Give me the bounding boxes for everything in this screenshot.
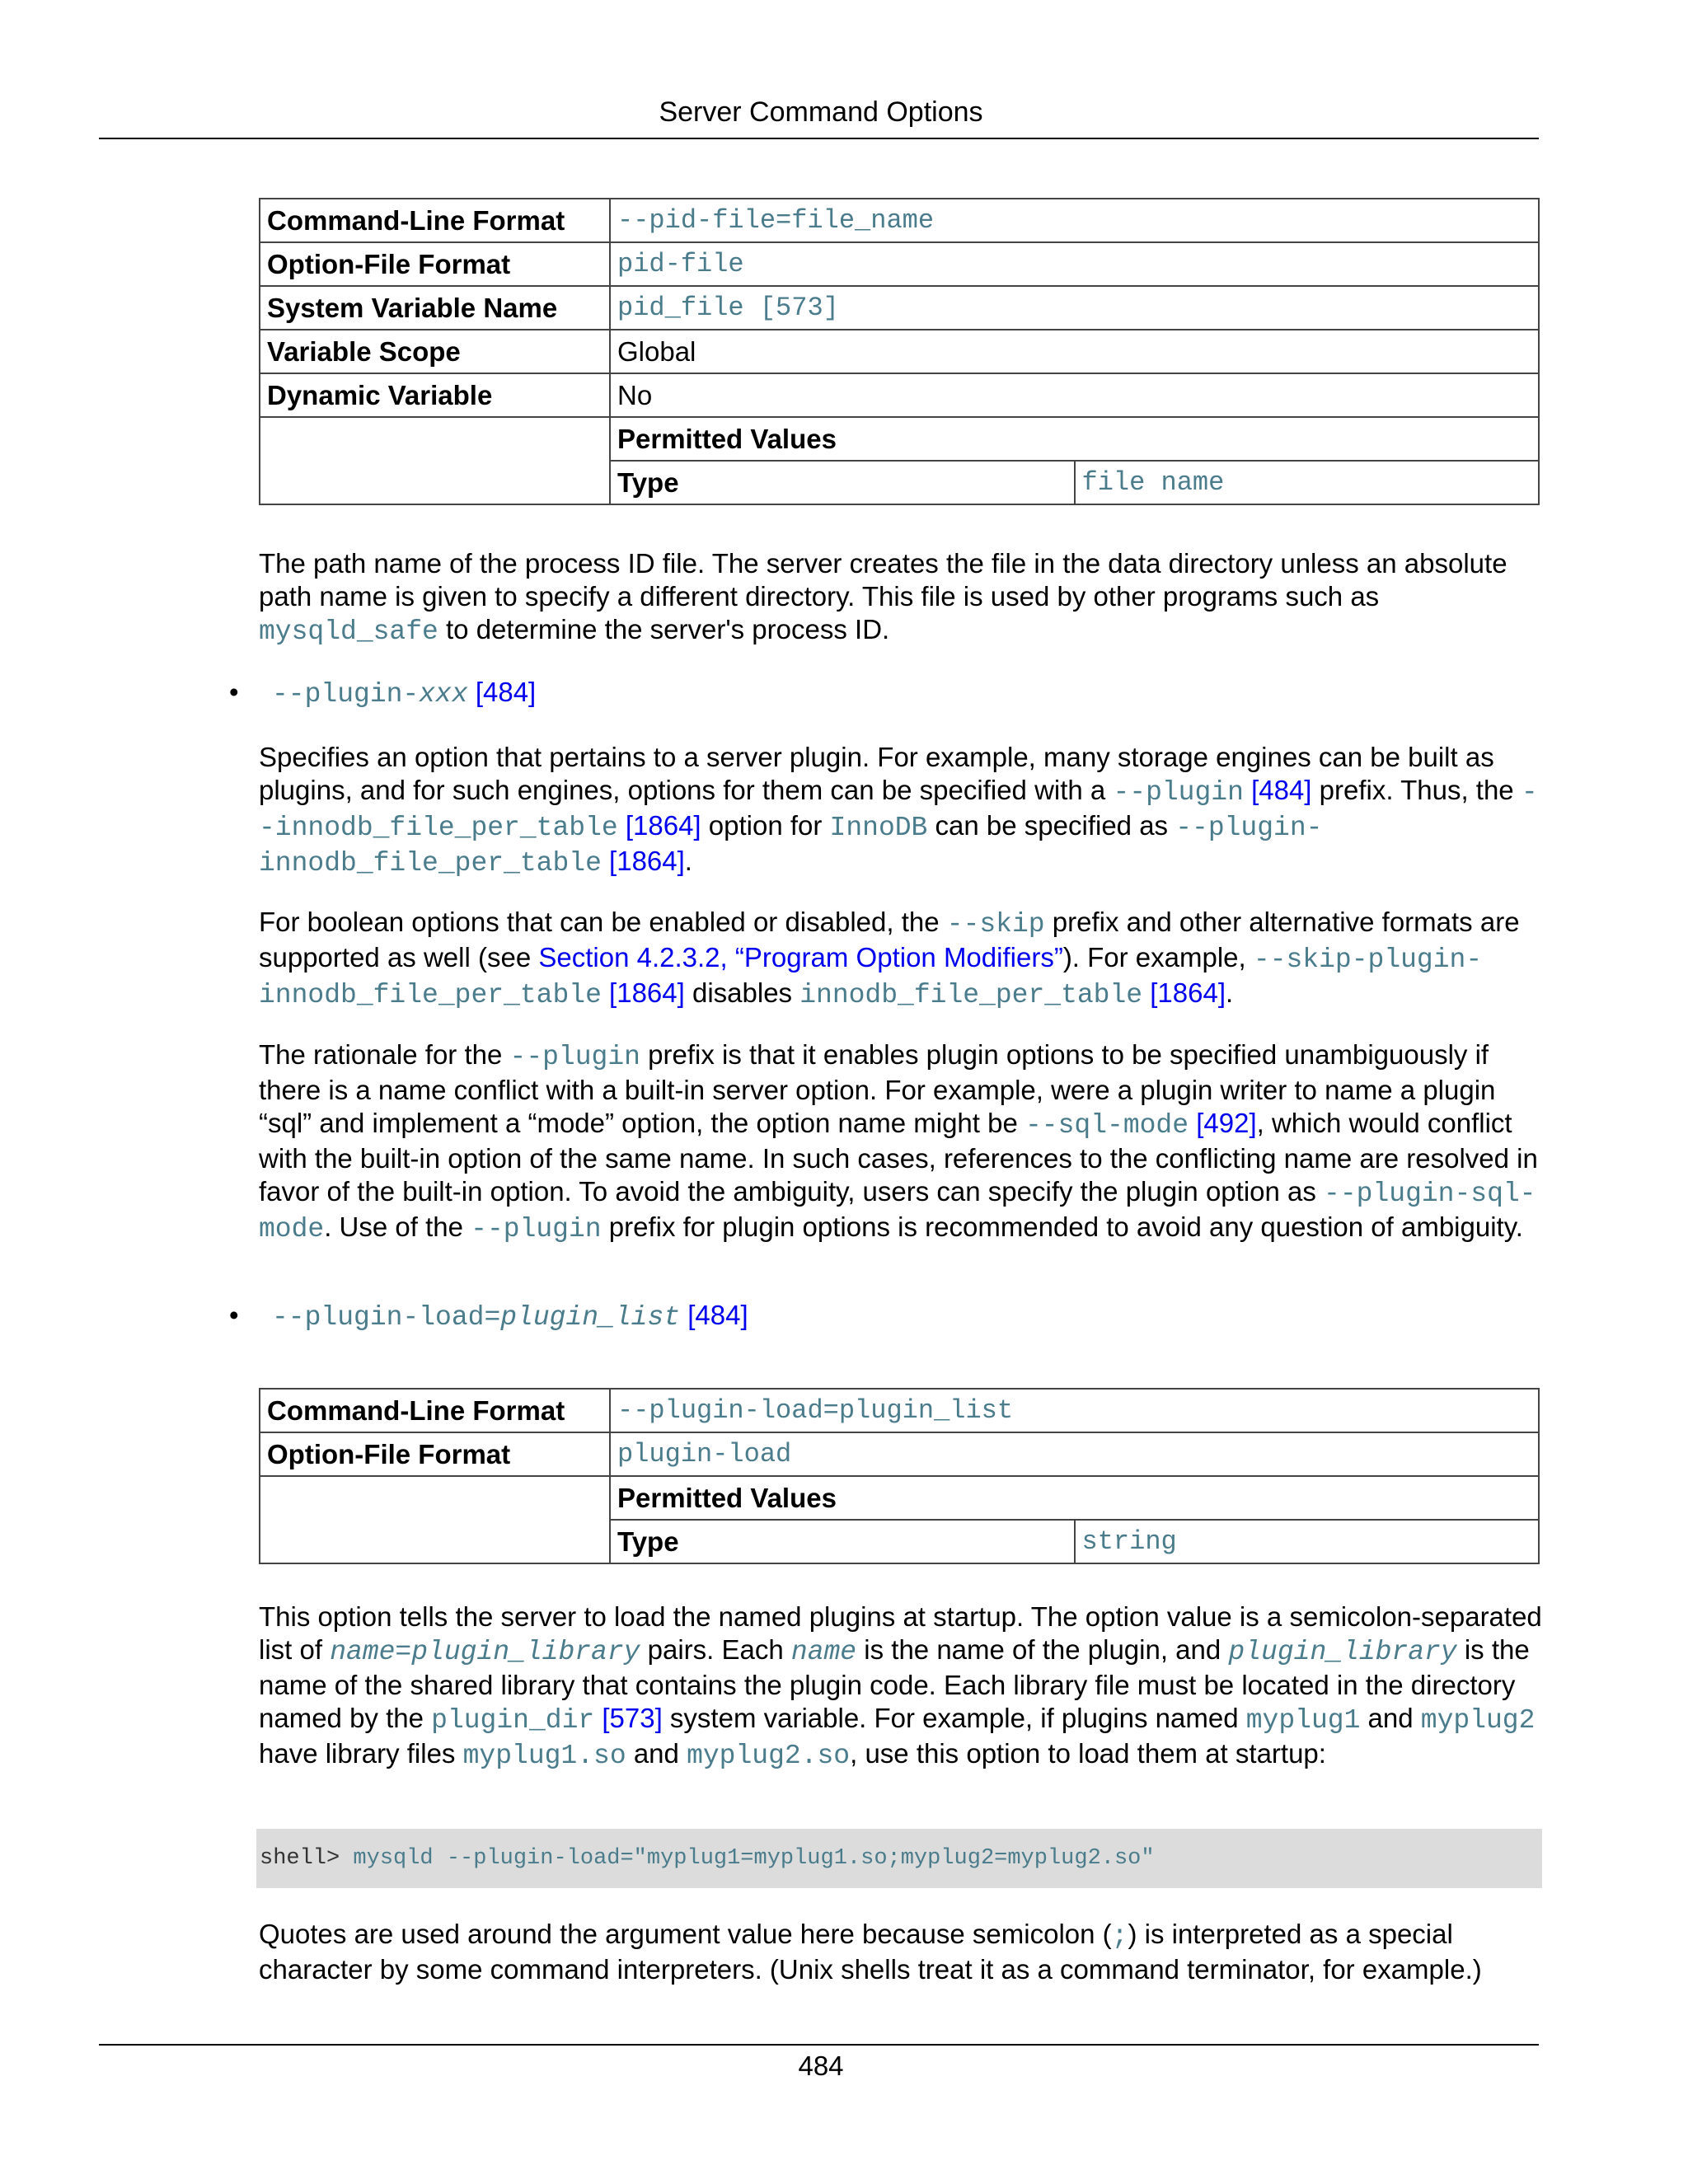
plugin-load-options-table: [259, 1388, 1540, 1564]
permitted-values-cell: [610, 417, 1539, 504]
plugin-xxx-description: Specifies an option that pertains to a server plugin. For example, many storage engines can be built as plugins, and for such engines, options for them can be specified with a --plugin [484] prefix. Thus, the --innodb_file_per_table [1864] option for InnoDB can be specified as --plugin-innodb_file_per_table [1864].: [259, 742, 1538, 879]
shell-prompt: shell>: [260, 1846, 354, 1871]
dynamic-variable-label: Dynamic Variable: [260, 373, 610, 417]
permitted-values-label: Permitted Values: [611, 1477, 1538, 1520]
permitted-values-cell: [610, 1476, 1539, 1563]
plugin-xxx-ref[interactable]: [484]: [475, 677, 537, 707]
cmdline-format-label: Command-Line Format: [260, 199, 610, 242]
empty-label-cell: [260, 1476, 610, 1563]
shell-command: mysqld --plugin-load="myplug1=myplug1.so;myplug2=myplug2.so": [353, 1846, 1155, 1871]
pid-file-description: The path name of the process ID file. The server creates the file in the data directory unless an absolute path name is given to specify a different directory. This file is used by other programs such as mysqld_safe to determine the server's process ID.: [259, 548, 1507, 647]
boolean-options-paragraph: For boolean options that can be enabled or disabled, the --skip prefix and other alternative formats are supported as well (see Section 4.2.3.2, “Program Option Modifiers”). For example, --skip-plugin-innodb_file_per_table [1864] disables innodb_file_per_table [1864].: [259, 907, 1520, 1010]
plugin-prefix-rationale: The rationale for the --plugin prefix is that it enables plugin options to be specified unambiguously if there is a name conflict with a built-in server option. For example, were a plugin writer to name a plugin “sql” and implement a “mode” option, the option name might be --sql-mode [492], which would conflict with the built-in option of the same name. In such cases, references to the conflicting name are resolved in favor of the built-in option. To avoid the ambiguity, users can specify the plugin option as --plugin-sql-mode. Use of the --plugin prefix for plugin options is recommended to avoid any question of ambiguity.: [259, 1039, 1538, 1244]
type-value: string: [1081, 1526, 1177, 1557]
bullet-dot: •: [229, 677, 239, 707]
program-option-modifiers-link[interactable]: Section 4.2.3.2, “Program Option Modifiers”: [538, 942, 1063, 972]
variable-scope-label: Variable Scope: [260, 330, 610, 373]
cmdline-format-label: Command-Line Format: [260, 1389, 610, 1432]
footer-rule: [99, 2044, 1539, 2046]
cmdline-format-value: --pid-file=file_name: [610, 199, 1539, 242]
type-value: file name: [1081, 466, 1225, 498]
type-label: Type: [611, 461, 1075, 504]
quotes-explanation: Quotes are used around the argument value here because semicolon (;) is interpreted as a special character by some command interpreters. (Unix shells treat it as a command terminator, for example.): [259, 1919, 1482, 1985]
permitted-values-label: Permitted Values: [611, 418, 1538, 461]
option-file-format-label: Option-File Format: [260, 1432, 610, 1476]
type-label: Type: [611, 1520, 1075, 1563]
plugin-load-option-heading[interactable]: --plugin-load=plugin_list [484]: [272, 1300, 748, 1333]
dynamic-variable-value: No: [610, 373, 1539, 417]
cmdline-format-value: --plugin-load=plugin_list: [610, 1389, 1539, 1432]
system-variable-name-label: System Variable Name: [260, 286, 610, 330]
option-file-format-value: plugin-load: [610, 1432, 1539, 1476]
plugin-xxx-option-heading[interactable]: --plugin-xxx [484]: [272, 677, 537, 710]
system-variable-name-value[interactable]: pid_file [573]: [610, 286, 1539, 330]
plugin-load-description: This option tells the server to load the named plugins at startup. The option value is a semicolon-separated list of name=plugin_library pairs. Each name is the name of the plugin, and plugin_library is the name of the shared library that contains the plugin code. Each library file must be located in the directory named by the plugin_dir [573] system variable. For example, if plugins named myplug1 and myplug2 have library files myplug1.so and myplug2.so, use this option to load them at startup:: [259, 1601, 1542, 1771]
page-number: 484: [798, 2050, 844, 2081]
bullet-dot: •: [229, 1300, 239, 1330]
empty-label-cell: [260, 417, 610, 504]
mysqld-safe-code[interactable]: mysqld_safe: [259, 616, 438, 647]
pid-file-options-table: [259, 198, 1540, 505]
variable-scope-value: Global: [610, 330, 1539, 373]
page-header-title: Server Command Options: [659, 96, 983, 128]
option-file-format-label: Option-File Format: [260, 242, 610, 286]
plugin-load-example-codeblock: [256, 1829, 1542, 1888]
option-file-format-value: pid-file: [610, 242, 1539, 286]
plugin-load-ref[interactable]: [484]: [687, 1300, 748, 1330]
header-rule: [99, 138, 1539, 139]
